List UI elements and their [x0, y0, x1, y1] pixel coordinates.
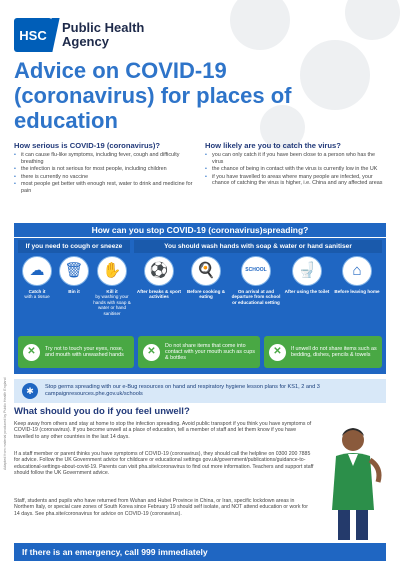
cooking-icon: 🍳: [191, 256, 221, 286]
ebug-banner: [14, 379, 386, 403]
no-share-cup-icon: ✕: [143, 344, 160, 361]
after-toilet-item: [284, 256, 330, 294]
item-title: Catch it: [28, 289, 46, 294]
tip-text: If unwell do not share items such as bedding, dishes, pencils & towels: [291, 345, 377, 358]
list-item: • it can cause flu-like symptoms, including fever, cough and difficulty breathing: [14, 152, 194, 165]
item-title: Before leaving home: [334, 289, 380, 294]
likely-list: [205, 152, 385, 188]
unwell-para-2: If a staff member or parent thinks you have symptoms of COVID-19 (coronavirus), they should call the helpline on 0300 200 7885 for advice. Follow the UK Government advice for childcare or educational settings gov.uk/government/publications/guidance-to-educational-settings-about-covid-19. Parents can visit pha.site/coronavirus to find out more information. Teachers and support staff should follow the UK Government advice.: [14, 451, 314, 477]
school-icon: SCHOOL: [241, 256, 271, 286]
tip-text: Try not to touch your eyes, nose, and mouth with unwashed hands: [45, 345, 124, 358]
cough-heading: If you need to cough or sneeze: [18, 240, 130, 253]
unwell-para-3: Staff, students and pupils who have returned from Wuhan and Hubei Province in China, or Iran, specific lockdown areas in Northern Italy, or special care zones of South Korea since February 19 should self isolate, and NOT attend education or work for 14 days. See pha.site/coronavirus for advice on COVID-19 (coronavirus).: [14, 498, 308, 517]
before-leaving-item: [332, 256, 382, 294]
tip-box: [138, 336, 260, 368]
likely-heading: How likely are you to catch the virus?: [205, 141, 341, 150]
virus-decoration: [345, 0, 400, 40]
serious-heading: How serious is COVID-19 (coronavirus)?: [14, 141, 161, 150]
side-note: Adapted from material produced by Public Health England: [3, 377, 7, 470]
item-title: After breaks & sport activities: [136, 289, 182, 300]
toilet-icon: 🚽: [292, 256, 322, 286]
item-title: On arrival at and departure from school or educational setting: [231, 289, 281, 305]
item-desc: by washing your hands with soap & water or hand sanitiser: [93, 294, 131, 316]
item-title: Kill it: [106, 289, 118, 294]
tissue-icon: ☁: [22, 256, 52, 286]
list-item: • you can only catch it if you have been close to a person who has the virus: [205, 152, 385, 165]
virus-decoration: [230, 0, 290, 50]
agency-name: [62, 21, 144, 49]
agency-line2: Agency: [62, 34, 109, 49]
tip-box: [18, 336, 134, 368]
spread-heading: How can you stop COVID-19 (coronavirus)spreading?: [14, 223, 386, 237]
before-cooking-item: [184, 256, 228, 300]
catch-it-item: [18, 256, 56, 300]
logo-text: HSC: [19, 27, 47, 43]
on-arrival-item: [230, 256, 282, 305]
serious-list: [14, 152, 194, 196]
tip-box: [264, 336, 382, 368]
hand-wash-icon: ✋: [97, 256, 127, 286]
bin-icon: 🗑: [59, 256, 89, 286]
item-title: After using the toilet: [284, 289, 330, 294]
list-item: • there is currently no vaccine: [14, 174, 194, 181]
after-breaks-item: [136, 256, 182, 300]
tip-text: Do not share items that come into contact with your mouth such as cups & bottles: [165, 342, 255, 362]
agency-line1: Public Health: [62, 20, 145, 35]
list-item: • the chance of being in contact with the virus is currently low in the UK: [205, 166, 385, 173]
list-item: • if you have travelled to areas where many people are infected, your chance of catching the virus is higher, i.e. China and any affected areas: [205, 174, 385, 187]
person-illustration: [318, 420, 388, 540]
list-item: • the infection is not serious for most people, including children: [14, 166, 194, 173]
page-title: Advice on COVID-19 (coronavirus) for places of education: [14, 58, 292, 133]
house-icon: ⌂: [342, 256, 372, 286]
kill-it-item: [92, 256, 132, 316]
ebug-icon: ✱: [22, 383, 38, 399]
emergency-banner: If there is an emergency, call 999 immediately: [14, 543, 386, 561]
unwell-para-1: Keep away from others and stay at home to stop the infection spreading. Avoid public transport if you think you have symptoms of COVID-19 (coronavirus). If you become unwell at a place of education, tell a member of staff and let them know if you have travelled to any other countries in the last 14 days.: [14, 421, 312, 440]
no-share-items-icon: ✕: [269, 344, 286, 361]
header: [14, 18, 144, 52]
football-icon: ⚽: [144, 256, 174, 286]
item-desc: with a tissue: [24, 294, 50, 300]
unwell-heading: What should you do if you feel unwell?: [14, 406, 190, 417]
item-title: Before cooking & eating: [186, 289, 226, 300]
list-item: • most people get better with enough rest, water to drink and medicine for pain: [14, 181, 194, 194]
hsc-logo: [14, 18, 52, 52]
bin-it-item: [56, 256, 92, 294]
ebug-text: Stop germs spreading with our e-Bug resources on hand and respiratory hygiene lesson plans for KS1, 2 and 3 campaignresources.phe.gov.uk/schools: [45, 384, 320, 397]
no-touch-icon: ✕: [23, 344, 40, 361]
item-title: Bin it: [68, 289, 80, 294]
wash-heading: You should wash hands with soap & water or hand sanitiser: [134, 240, 382, 253]
